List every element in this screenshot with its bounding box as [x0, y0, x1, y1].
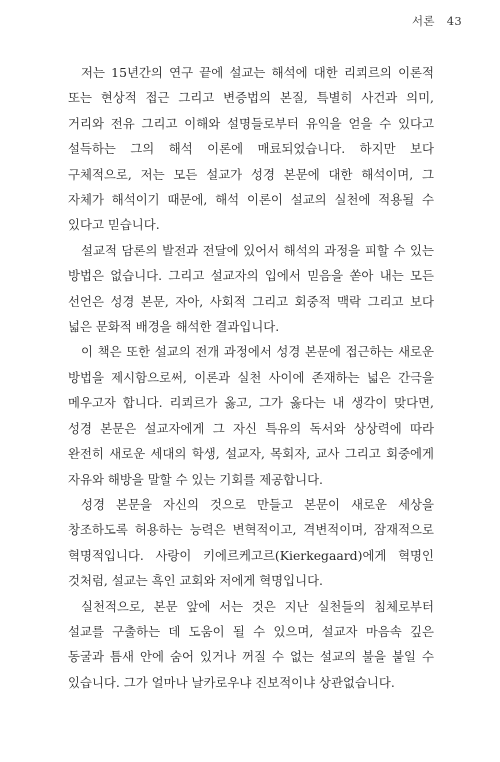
section-title: 서론	[411, 14, 435, 28]
paragraph-3: 이 책은 또한 설교의 전개 과정에서 성경 본문에 접근하는 새로운 방법을 제시함으로써, 이론과 실천 사이에 존재하는 넓은 간극을 메우고자 합니다. 리쾨르가 옳고, 그가 옳다는 내 생각이 맞다면, 성경 본문은 설교자에게 그 자신 특유의 독서와 상상력에 따라 완전히 새로운 세대의 학생, 설교자, 목회자, 교사 그리고 회중에게 자유와 해방을 말할 수 있는 기회를 제공합니다.	[68, 344, 434, 487]
paragraph-4: 성경 본문을 자신의 것으로 만들고 본문이 새로운 세상을 창조하도록 허용하는 능력은 변혁적이고, 격변적이며, 잠재적으로 혁명적입니다. 사랑이 키에르케고르(Kierkegaard)에게 혁명인 것처럼, 설교는 흑인 교회와 저에게 혁명입니다.	[68, 496, 434, 589]
paragraph-1: 저는 15년간의 연구 끝에 설교는 해석에 대한 리쾨르의 이론적 또는 현상적 접근 그리고 변증법의 본질, 특별히 사건과 의미, 거리와 전유 그리고 이해와 설명들로부터 유익을 얻을 수 있다고 설득하는 그의 해석 이론에 매료되었습니다. 하지만 보다 구체적으로, 저는 모든 설교가 성경 본문에 대한 해석이며, 그 자체가 해석이기 때문에, 해석 이론이 설교의 실천에 적용될 수 있다고 믿습니다.	[68, 65, 434, 233]
paragraph-2: 설교적 담론의 발전과 전달에 있어서 해석의 과정을 피할 수 있는 방법은 없습니다. 그리고 설교자의 입에서 믿음을 쏟아 내는 모든 선언은 성경 본문, 자아, 사회적 그리고 회중적 맥락 그리고 보다 넓은 문화적 배경을 해석한 결과입니다.	[68, 242, 434, 335]
running-header	[412, 13, 462, 29]
page-number: 43	[446, 14, 462, 28]
body-text	[68, 60, 434, 695]
paragraph-5: 실천적으로, 본문 앞에 서는 것은 지난 실천들의 침체로부터 설교를 구출하는 데 도움이 될 수 있으며, 설교자 마음속 깊은 동굴과 틈새 안에 숨어 있거나 꺼질 수 없는 설교의 불을 붙일 수 있습니다. 그가 얼마나 날카로우냐 진보적이냐 상관없습니다.	[68, 598, 434, 690]
